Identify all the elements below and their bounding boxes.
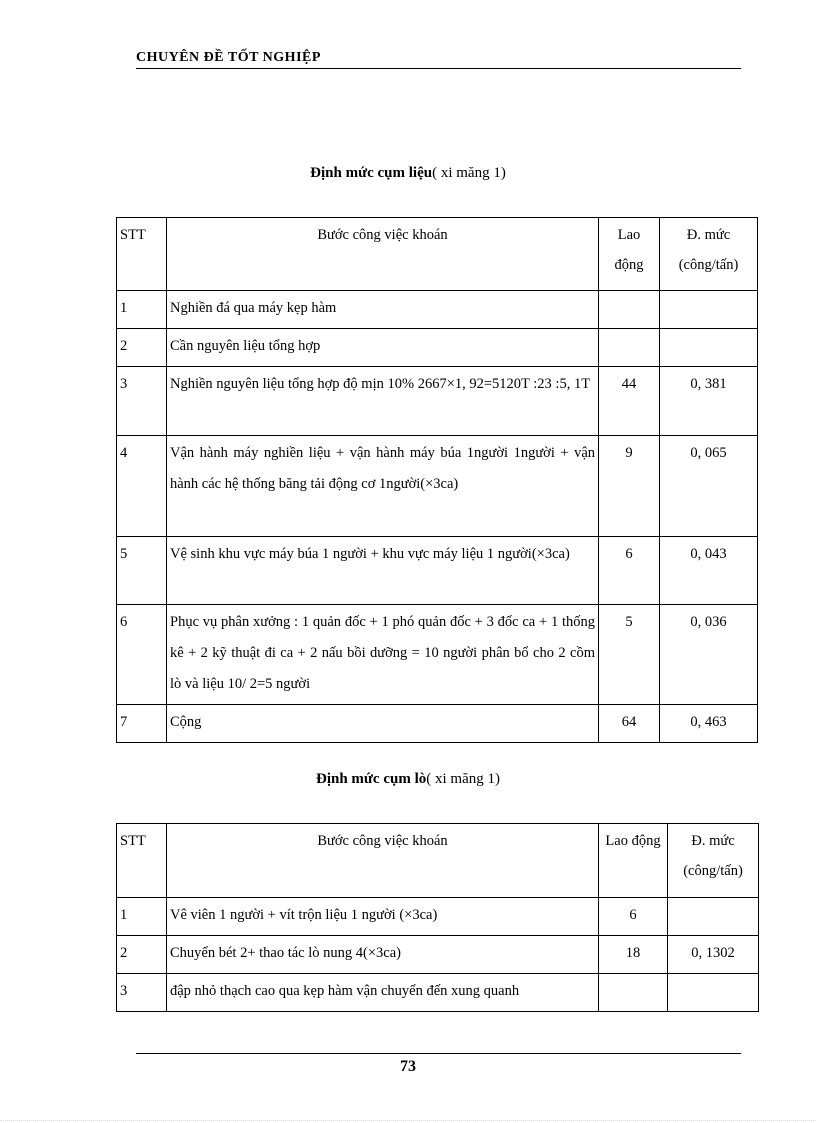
table-row [117,936,759,974]
cell-task: Vệ sinh khu vực máy búa 1 người + khu vực máy liệu 1 người(×3ca) [167,537,599,605]
cell-norm: 0, 1302 [668,936,759,974]
cell-labor [599,329,660,367]
cell-labor: 64 [599,705,660,743]
cell-task: Cộng [167,705,599,743]
table-row [117,537,758,605]
cell-labor: 5 [599,605,660,705]
col-header-stt: STT [117,218,167,291]
footer-divider [136,1053,741,1054]
cell-norm: 0, 043 [660,537,758,605]
cell-labor [599,974,668,1012]
cell-stt: 2 [117,329,167,367]
cell-norm [668,974,759,1012]
table1-title-rest: ( xi măng 1) [432,165,506,181]
col-header-norm: Đ. mức (công/tấn) [668,824,759,898]
cell-task: Vận hành máy nghiền liệu + vận hành máy búa 1người 1người + vận hành các hệ thống băng tải động cơ 1người(×3ca) [167,436,599,537]
col-header-norm: Đ. mức (công/tấn) [660,218,758,291]
table-row [117,291,758,329]
cell-labor: 9 [599,436,660,537]
table1-title [0,165,816,182]
table2-title-rest: ( xi măng 1) [426,771,500,787]
cell-labor: 44 [599,367,660,436]
labor-norm-table-1 [116,217,758,743]
cell-stt: 4 [117,436,167,537]
header-title: CHUYÊN ĐỀ TỐT NGHIỆP [136,50,321,65]
table-header-row [117,824,759,898]
col-header-task: Bước công việc khoán [167,218,599,291]
table1-title-bold: Định mức cụm liệu [310,165,433,181]
cell-norm: 0, 381 [660,367,758,436]
cell-norm: 0, 463 [660,705,758,743]
table-row [117,367,758,436]
page-number: 73 [400,1058,416,1075]
cell-task: Chuyển bét 2+ thao tác lò nung 4(×3ca) [167,936,599,974]
cell-task: đập nhỏ thạch cao qua kẹp hàm vận chuyển đến xung quanh [167,974,599,1012]
table-header-row [117,218,758,291]
cell-task: Nghiền nguyên liệu tổng hợp độ mịn 10% 2667×1, 92=5120T :23 :5, 1T [167,367,599,436]
table-row [117,898,759,936]
table-row-total [117,705,758,743]
col-header-labor: Lao động [599,824,668,898]
cell-norm [668,898,759,936]
cell-task: Vê viên 1 người + vít trộn liệu 1 người (×3ca) [167,898,599,936]
table2-title [0,771,816,788]
cell-stt: 6 [117,605,167,705]
col-header-labor: Lao động [599,218,660,291]
cell-labor: 18 [599,936,668,974]
cell-stt: 5 [117,537,167,605]
table-row [117,605,758,705]
cell-labor: 6 [599,537,660,605]
table-row [117,974,759,1012]
cell-stt: 3 [117,367,167,436]
cell-norm [660,291,758,329]
table-row [117,329,758,367]
cell-task: Phục vụ phân xưởng : 1 quản đốc + 1 phó quản đốc + 3 đốc ca + 1 thống kê + 2 kỹ thuật đi ca + 2 nấu bồi dưỡng = 10 người phân bổ cho 2 cồm lò và liệu 10/ 2=5 người [167,605,599,705]
cell-labor [599,291,660,329]
labor-norm-table-2 [116,823,759,1012]
cell-norm [660,329,758,367]
col-header-stt: STT [117,824,167,898]
col-header-task: Bước công việc khoán [167,824,599,898]
cell-norm: 0, 036 [660,605,758,705]
cell-labor: 6 [599,898,668,936]
cell-task: Nghiền đá qua máy kẹp hàm [167,291,599,329]
cell-stt: 7 [117,705,167,743]
cell-stt: 2 [117,936,167,974]
document-header [136,50,741,69]
page-bottom-edge [0,1120,816,1121]
cell-stt: 1 [117,898,167,936]
cell-norm: 0, 065 [660,436,758,537]
cell-stt: 1 [117,291,167,329]
cell-stt: 3 [117,974,167,1012]
table2-title-bold: Định mức cụm lò [316,771,427,787]
table-row [117,436,758,537]
cell-task: Cần nguyên liệu tổng hợp [167,329,599,367]
